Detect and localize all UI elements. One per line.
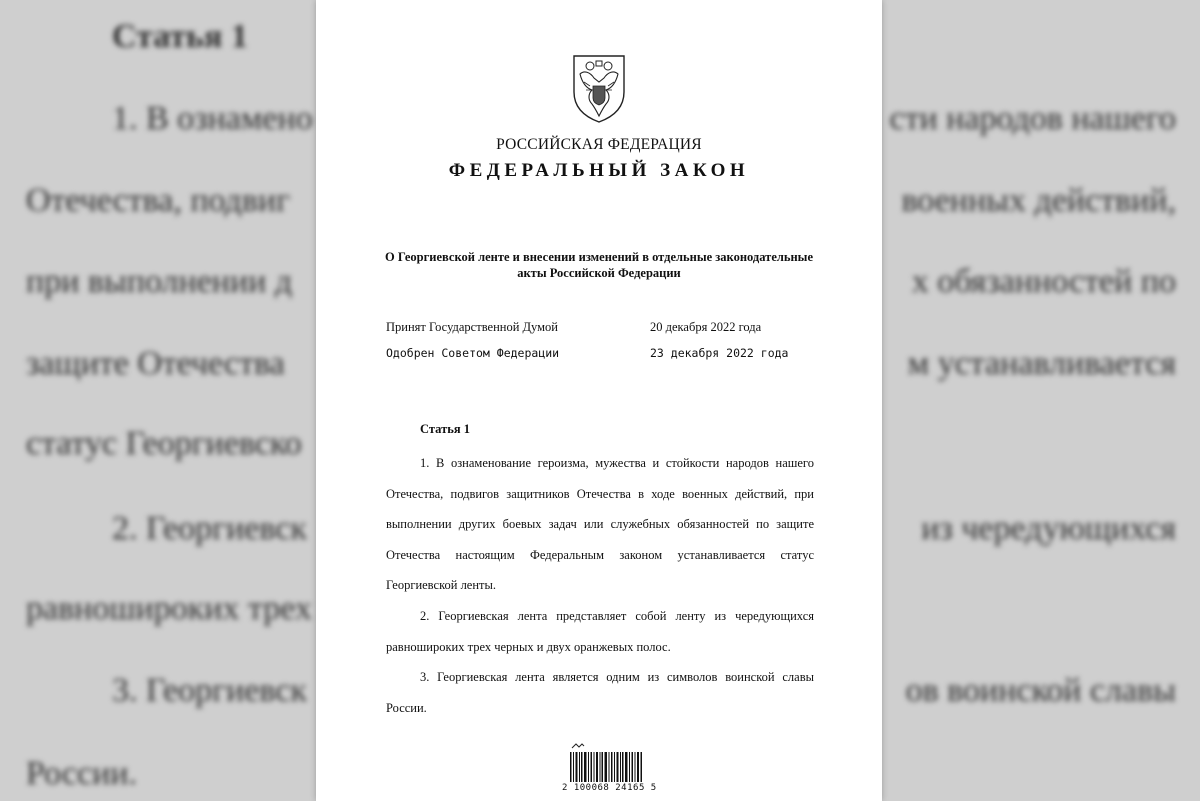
bg-text-line: 2. Георгиевск (112, 510, 307, 547)
article-heading: Статья 1 (420, 422, 470, 436)
bg-text-line: м устанавливается (907, 345, 1176, 382)
adopted-date: 20 декабря 2022 года (650, 320, 762, 334)
article-body (386, 448, 814, 723)
document-page (316, 0, 882, 801)
bg-text-line: военных действий, (901, 182, 1176, 219)
bg-text-line: 3. Георгиевск (112, 672, 307, 709)
bg-text-line: защите Отечества (26, 345, 285, 382)
bg-text-line: при выполнении д (26, 263, 293, 300)
bg-text-line: равноширокиx трех (26, 590, 312, 627)
law-title: ФЕДЕРАЛЬНЫЙ ЗАКОН (448, 160, 750, 181)
bg-text-line: x обязанностей по (911, 263, 1176, 300)
bg-text-line: статус Георгиевско (26, 425, 302, 462)
law-subject: О Георгиевской ленте и внесении изменений в отдельные законодательные акты Российской Федерации (384, 250, 813, 280)
paragraph: 1. В ознаменование героизма, мужества и стойкости народов нашего Отечества, подвигов защитников Отечества в ходе военных действий, при выполнении других боевых задач или служебных обязанностей по защите Отечества настоящим Федеральным законом устанавливается статус Георгиевской ленты. (386, 456, 814, 593)
bg-text-line: 1. В ознамено (112, 100, 313, 137)
paragraph: 3. Георгиевская лента является одним из символов воинской славы России. (386, 670, 814, 715)
bg-text-line: ов воинской славы (905, 672, 1176, 709)
bg-text-line: сти народов нашего (889, 100, 1176, 137)
bg-text-line: из чередующихся (921, 510, 1176, 547)
barcode-icon (566, 740, 646, 786)
bg-text-line: России. (26, 755, 137, 792)
coat-of-arms-icon (570, 52, 628, 124)
approved-label: Одобрен Советом Федерации (386, 346, 560, 360)
approved-date: 23 декабря 2022 года (650, 346, 789, 360)
bg-text-line: Статья 1 (112, 18, 248, 55)
paragraph: 2. Георгиевская лента представляет собой ленту из чередующихся равноширокиx трех черных и двух оранжевых полос. (386, 608, 814, 654)
bg-text-line: Отечества, подвиг (26, 182, 291, 219)
country-heading: РОССИЙСКАЯ ФЕДЕРАЦИЯ (496, 136, 702, 153)
adopted-label: Принят Государственной Думой (386, 320, 558, 334)
barcode-number: 2 100068 24165 5 (562, 783, 657, 793)
